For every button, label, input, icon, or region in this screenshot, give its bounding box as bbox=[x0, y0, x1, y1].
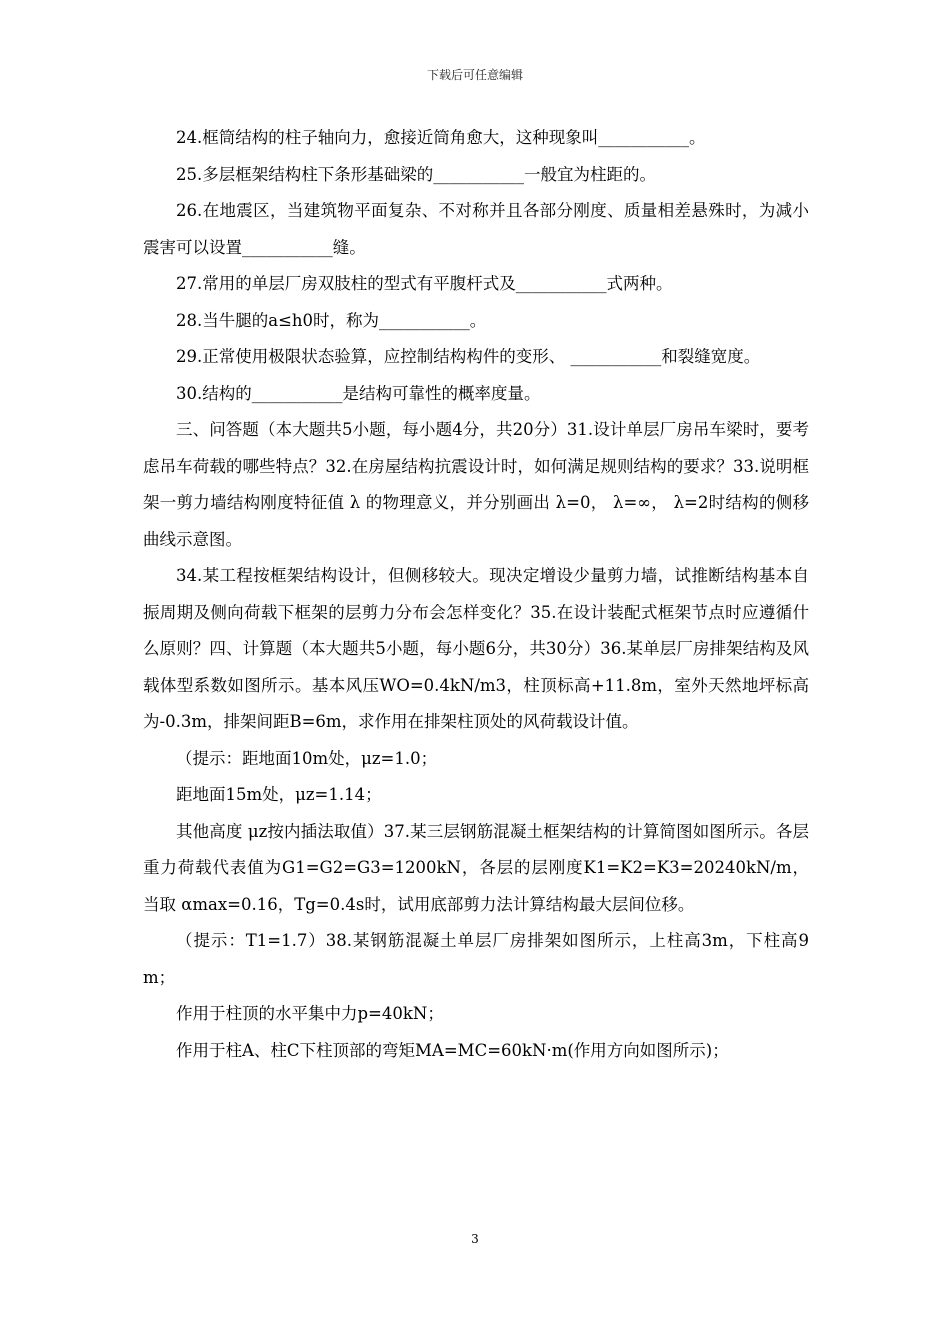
paragraph-hint-2: 距地面15m处，μz=1.14； bbox=[176, 785, 382, 804]
paragraph-q29: 29.正常使用极限状态验算，应控制结构构件的变形、 ___________和裂缝宽度。 bbox=[176, 347, 761, 366]
paragraph-q37: 其他高度 μz按内插法取值）37.某三层钢筋混凝土框架结构的计算简图如图所示。各层重力荷载代表值为G1=G2=G3=1200kN，各层的层刚度K1=K2=K3=20240kN/m，当取 αmax=0.16，Tg=0.4s时，试用底部剪力法计算结构最大层间位移。 bbox=[143, 821, 809, 914]
paragraph-q28: 28.当牛腿的a≤h0时，称为___________。 bbox=[176, 310, 487, 330]
paragraph-q24: 24.框筒结构的柱子轴向力，愈接近筒角愈大，这种现象叫___________。 bbox=[176, 128, 706, 147]
paragraph-moment: 作用于柱A、柱C下柱顶部的弯矩MA=MC=60kN·m(作用方向如图所示)； bbox=[176, 1040, 729, 1060]
paragraph-q27: 27.常用的单层厂房双肢柱的型式有平腹杆式及___________式两种。 bbox=[176, 274, 673, 293]
page-header: 下载后可任意编辑 bbox=[426, 68, 523, 82]
paragraph-q30: 30.结构的___________是结构可靠性的概率度量。 bbox=[176, 383, 541, 403]
paragraph-hint-1: （提示：距地面10m处，μz=1.0； bbox=[176, 748, 438, 768]
paragraph-load-p: 作用于柱顶的水平集中力p=40kN； bbox=[176, 1004, 444, 1023]
paragraph-section-3: 三、问答题（本大题共5小题，每小题4分，共20分）31.设计单层厂房吊车梁时，要考虑吊车荷载的哪些特点？32.在房屋结构抗震设计时，如何满足规则结构的要求？33.说明框架一剪力墙结构刚度特征值 λ 的物理意义，并分别画出 λ=0， λ=∞， λ=2时结构的侧移曲线示意图。 bbox=[143, 420, 809, 549]
page-number: 3 bbox=[471, 1232, 479, 1246]
paragraph-q25: 25.多层框架结构柱下条形基础梁的___________一般宜为柱距的。 bbox=[176, 164, 656, 184]
paragraph-q34: 34.某工程按框架结构设计，但侧移较大。现决定增设少量剪力墙，试推断结构基本自振周期及侧向荷载下框架的层剪力分布会怎样变化？35.在设计装配式框架节点时应遵循什么原则？四、计算题（本大题共5小题，每小题6分，共30分）36.某单层厂房排架结构及风载体型系数如图所示。基本风压WO=0.4kN/m3，柱顶标高+11.8m，室外天然地坪标高为-0.3m，排架间距B=6m，求作用在排架柱顶处的风荷载设计值。 bbox=[143, 566, 809, 731]
page-body bbox=[143, 120, 809, 1069]
paragraph-q26: 26.在地震区，当建筑物平面复杂、不对称并且各部分刚度、质量相差悬殊时，为减小震害可以设置___________缝。 bbox=[143, 201, 809, 257]
paragraph-q38: （提示：T1=1.7）38.某钢筋混凝土单层厂房排架如图所示，上柱高3m，下柱高9m； bbox=[143, 931, 809, 987]
